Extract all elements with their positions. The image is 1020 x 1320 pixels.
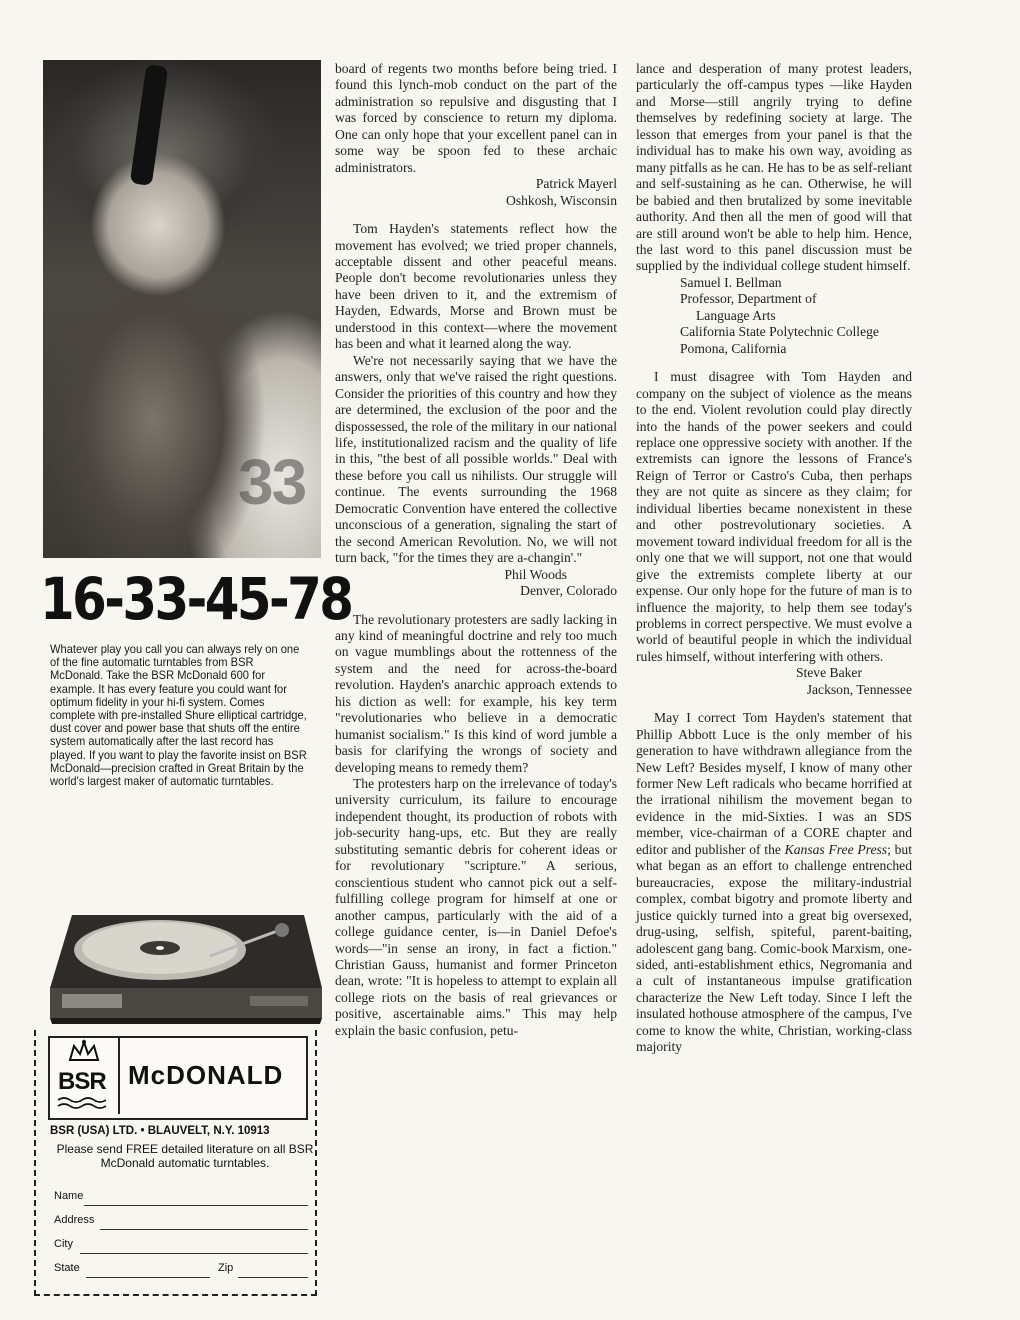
letter-5-text-before: May I correct Tom Hayden's statement that Phillip Abbott Luce is the only member of his generation to have withdrawn allegiance from the New Left? Besides myself, I know of many other former New Left radicals who became horrified at the irrational nihilism the movement began to evidence in the mid-Sixties. I was an SDS member, vice-chairman of a CORE chapter and editor and publisher of the [636,710,912,857]
state-label: State [54,1262,80,1274]
letter-1-signature-place: Oshkosh, Wisconsin [506,192,617,208]
letters-column-1 [335,61,617,1039]
letter-4-paragraph-1: I must disagree with Tom Hayden and company on the subject of violence as the means to the end. Violent revolution could play directly into the hands of the power seekers and could replace one oppressive society with another. If the extremists can ignore the lessons of France's Reign of Terror or Castro's Cuba, then perhaps they are not quite as sincere as they claim; for individual liberties became nonexistent in these and other postrevolutionary societies. A movement toward individual freedom for all is the only one that we will support, not one that would give the extremists complete liberty at our expense. Our only hope for the future of man is to influence the majority, to help them see today's problems in correct perspective. We must evolve a world of beautiful people in which the individual rules himself, without interfering with others. [636,369,912,664]
ad-photo-woman-football-helmet [43,60,321,558]
bsr-logo [50,1038,120,1114]
crown-icon [50,1038,118,1068]
coupon-city-field[interactable] [54,1238,308,1258]
zip-label: Zip [218,1262,234,1274]
ad-body-copy: Whatever play you call you can always rely on one of the fine automatic turntables from BSR McDonald. Take the BSR McDonald 600 for example. It has every feature you could want for optimum fidelity in your hi-fi system. Comes complete with pre-installed Shure elliptical cartridge, dust cover and power base that shuts off the entire system automatically after the last record has played. If you want to play the favorite insist on BSR McDonald—precision crafted in Great Britain by the world's largest maker of automatic turntables. [50,643,307,789]
letter-3-signature-name: Samuel I. Bellman [680,274,782,290]
letter-3-paragraph-3: lance and desperation of many protest leaders, particularly the off-campus types —like Hayden and Morse—still angrily trying to define themselves by redefining society at large. The lesson that emerges from your panel is that the individual has to make his own way, avoiding as many pitfalls as he can. He has to be as self-reliant and self-sustaining as he can. Otherwise, he will be babied and then brutalized by some inevitable authority. And then all the men of good will that are still around won't be able to help him. Hence, the last word to this panel discussion must be supplied by the individual college student himself. [636,61,912,274]
letter-3-signature-title: Professor, Department of [680,291,817,307]
ad-literature-offer: Please send FREE detailed literature on all BSR McDonald automatic turntables. [56,1142,314,1170]
letter-5-paragraph-1 [636,710,912,1056]
waves-icon [50,1096,118,1112]
letter-2-paragraph-2: We're not necessarily saying that we have the answers, only that we've raised the right questions. Consider the priorities of this country and how they are determined, the exclusion of the poor and the dispossessed, the role of the military in our national life, institutionalized racism and the quality of life in this, "the best of all possible worlds." Deal with these before you call us nihilists. Our struggle will continue. The events surrounding the 1968 Democratic Convention have entered the collective unconscious of a generation, signaling the start of the second American Revolution. No, we will not turn back, "for the times they are a-changin'." [335,352,617,566]
coupon-state-zip-field[interactable] [54,1262,308,1282]
jersey-number-graphic: 33 [238,446,306,518]
brand-logo-box [48,1036,308,1120]
letter-4-signature-name: Steve Baker [795,665,862,681]
bsr-logo-text: BSR [58,1068,106,1095]
letter-3-signature-place: Pomona, California [680,340,787,356]
ad-company-address: BSR (USA) LTD. • BLAUVELT, N.Y. 10913 [50,1125,270,1137]
letter-2-signature-place: Denver, Colorado [520,583,617,599]
coupon-name-field[interactable] [54,1190,308,1210]
city-label: City [54,1238,73,1250]
letter-5-publication-title: Kansas Free Press [784,841,888,857]
letter-1-signature-name: Patrick Mayerl [535,176,617,192]
coupon-address-field[interactable] [54,1214,308,1234]
mcdonald-wordmark: McDONALD [128,1060,284,1090]
name-label: Name [54,1190,84,1202]
letter-3-paragraph-2: The protesters harp on the irrelevance of today's university curriculum, its failure to encourage independent thought, its production of robots with job-security hang-ups, etc. But they are really substituting semantic debris for coherent ideas or for revolutionary "scripture." A serious, conscientious student who cannot pick out a self-fulfilling college program for himself at one or another campus, particularly with the aid of a college guidance center, is—in Daniel Defoe's words—"in sense an irony, in fact a fiction." Christian Gauss, humanist and former Princeton dean, wrote: "It is hopeless to attempt to explain all college riots on the basis of real grievances or positive, ascertainable aims." This may help explain the basic confusion, petu- [335,776,617,1038]
letters-column-2 [636,61,912,1056]
letter-5-text-after: ; but what began as an effort to challenge entrenched bureaucracies, expose the military-industrial complex, combat bigotry and promote liberty and justice quickly turned into a great big oversexed, drug-using, selfish, spiteful, parent-baiting, adolescent gang bang. Comic-book Marxism, one-sided, anti-establishment ethics, Negromania and a cult of instantaneous impulse gratification characterize the New Left today. Since I left the insulated hothouse atmosphere of the campus, I've come to know the white, Christian, working-class majority [636,841,913,1055]
letter-2-paragraph-1: Tom Hayden's statements reflect how the movement has evolved; we tried proper channels, acceptable dissent and other peaceful means. People don't become revolutionaries unless they have been driven to it, and the extremism of Hayden, Edwards, Morse and Brown must be understood in this context—where the movement has been and what it learned along the way. [335,221,617,352]
letter-3-signature-college: California State Polytechnic College [680,324,879,340]
letter-4-signature-place: Jackson, Tennessee [806,681,912,697]
letter-2-signature-name: Phil Woods [504,566,567,582]
letter-3-signature-department: Language Arts [696,307,776,323]
letter-1-body: board of regents two months before being tried. I found this lynch-mob conduct on the part of the administration so repulsive and disgusting that I was forced by conscience to return my diploma. One can only hope that your excellent panel can in some way be spoon fed to these archaic administrators. [335,61,617,175]
ad-headline: 16-33-45-78 [40,565,352,633]
turntable-illustration [42,870,326,1030]
helmet-stripe [130,64,168,186]
address-label: Address [54,1214,95,1226]
letter-3-paragraph-1: The revolutionary protesters are sadly lacking in any kind of meaningful doctrine and rely too much on vague mumblings about the rottenness of the system and the need for across-the-board revolution. Hayden's anarchic approach extends to his diction as well: for example, his key term "revolutionaries who believe in a democratic humanist socialism." Is this kind of word jumble a basis for clarifying the wrongs of society and developing means to remedy them? [335,611,617,775]
